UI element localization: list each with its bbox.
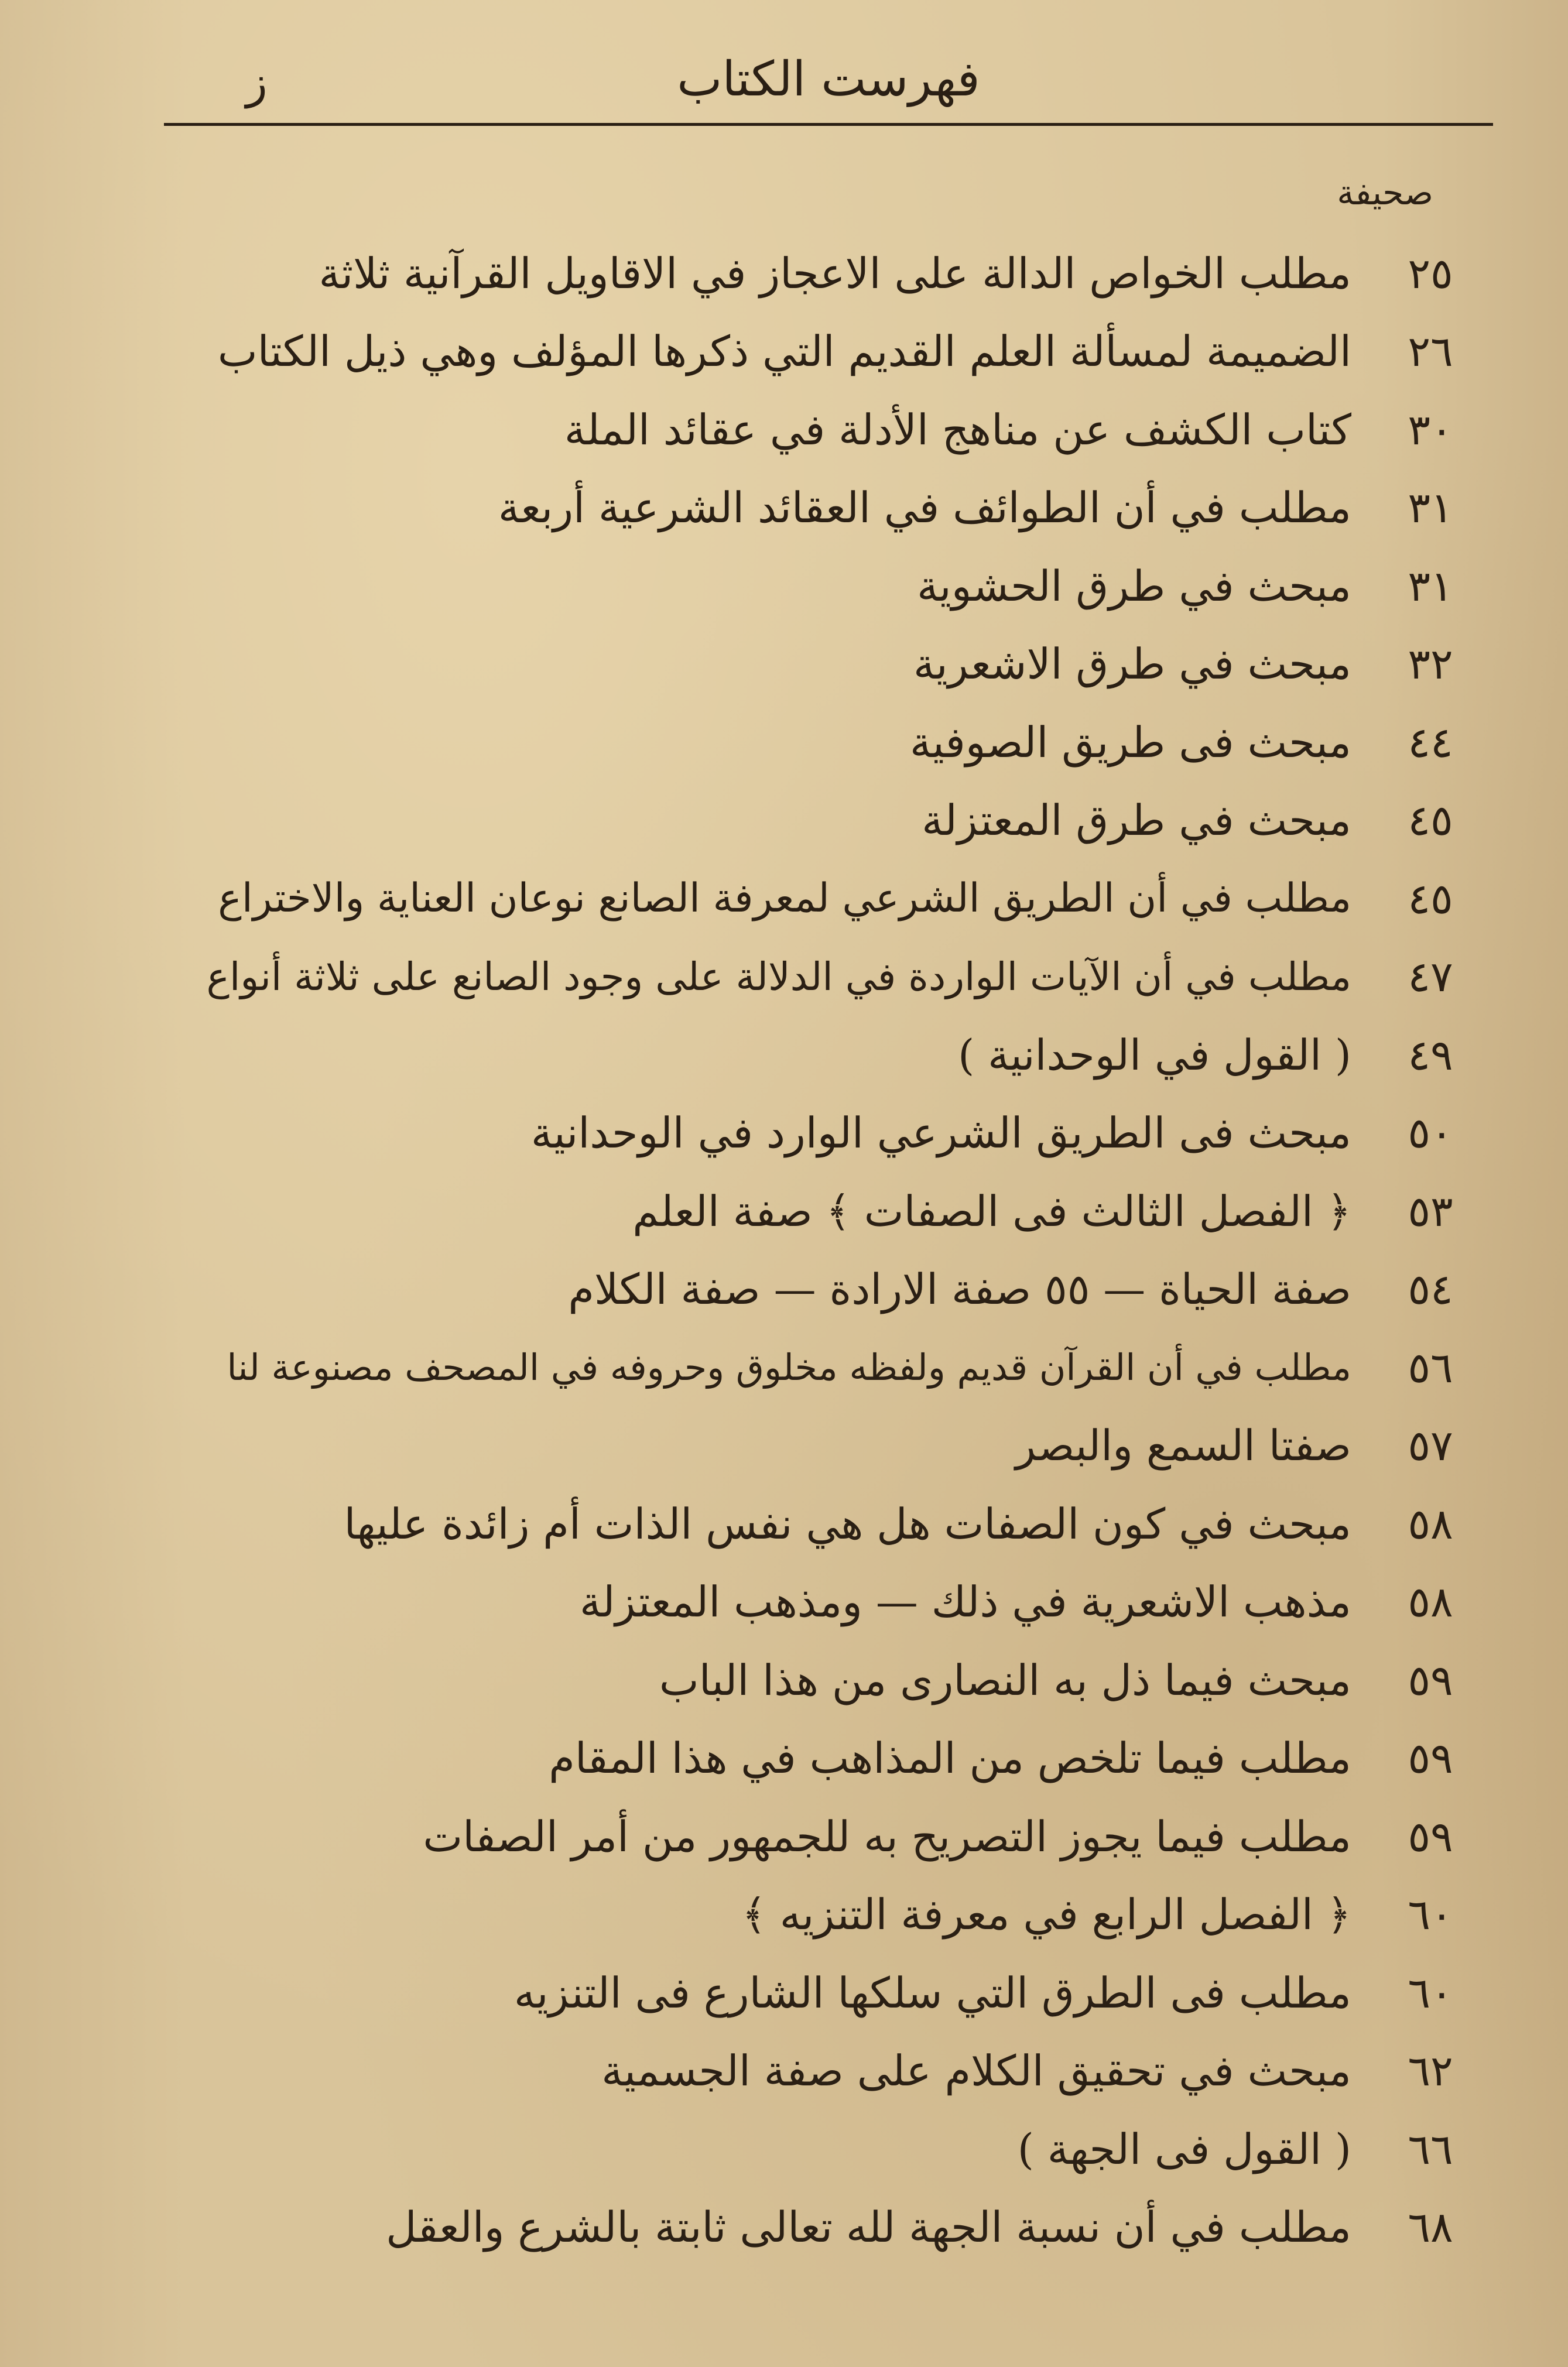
index-entry [176,1797,1480,1876]
index-entry [176,1407,1480,1485]
entry-page-number: ٣٢ [1408,639,1453,689]
entry-page-number: ٤٧ [1408,952,1453,1002]
index-entry [176,234,1480,313]
index-entries-list [176,234,1480,2266]
entry-title: مطلب فيما تلخص من المذاهب في هذا المقام [549,1734,1351,1783]
entry-title: مبحث في كون الصفات هل هي نفس الذات أم زائدة عليها [344,1499,1351,1549]
index-entry [176,1328,1480,1407]
entry-page-number: ٥٠ [1408,1108,1453,1158]
entry-title: مطلب فيما يجوز التصريح به للجمهور من أمر الصفات [423,1811,1351,1861]
entry-page-number: ٤٩ [1408,1030,1453,1080]
entry-page-number: ٥٩ [1408,1811,1453,1861]
entry-title: ﴿ الفصل الثالث فى الصفات ﴾ صفة العلم [632,1186,1351,1236]
index-entry [176,1251,1480,1329]
entry-page-number: ٣١ [1408,561,1453,611]
index-entry [176,313,1480,391]
index-entry [176,1016,1480,1094]
index-entry [176,2110,1480,2188]
entry-title: مذهب الاشعرية في ذلك — ومذهب المعتزلة [579,1577,1351,1627]
entry-page-number: ٦٨ [1408,2202,1453,2252]
entry-title: مبحث فيما ذل به النصارى من هذا الباب [659,1655,1351,1705]
entry-page-number: ٥٨ [1408,1499,1453,1549]
entry-page-number: ٦٠ [1408,1968,1453,2017]
index-entry [176,859,1480,938]
entry-page-number: ٥٩ [1408,1655,1453,1705]
entry-page-number: ٦٢ [1408,2046,1453,2096]
entry-title: كتاب الكشف عن مناهج الأدلة في عقائد الملة [564,405,1351,454]
index-entry [176,2188,1480,2267]
entry-title: مطلب في أن القرآن قديم ولفظه مخلوق وحروفه في المصحف مصنوعة لنا [227,1346,1351,1389]
index-entry [176,547,1480,625]
entry-title: مبحث في تحقيق الكلام على صفة الجسمية [601,2046,1351,2096]
entry-title: مبحث فى طريق الصوفية [910,717,1351,767]
entry-title: ( القول فى الجهة ) [1017,2124,1351,2174]
index-entry [176,1563,1480,1642]
entry-page-number: ٤٥ [1408,796,1453,845]
entry-title: ﴿ الفصل الرابع في معرفة التنزيه ﴾ [741,1890,1351,1940]
entry-page-number: ٦٠ [1408,1890,1453,1940]
index-entry [176,625,1480,704]
index-entry [176,703,1480,782]
entry-title: مطلب في أن الآيات الواردة في الدلالة على وجود الصانع على ثلاثة أنواع [206,954,1351,999]
index-entry [176,1719,1480,1798]
entry-page-number: ٥٧ [1408,1421,1453,1471]
page-header [164,32,1493,120]
header-divider [164,123,1493,126]
entry-page-number: ٦٦ [1408,2124,1453,2174]
index-entry [176,1641,1480,1719]
entry-title: مطلب الخواص الدالة على الاعجاز في الاقاويل القرآنية ثلاثة [319,248,1351,298]
entry-title: مطلب في أن الطوائف في العقائد الشرعية أربعة [498,483,1351,533]
entry-title: مبحث في طرق المعتزلة [922,796,1351,845]
entry-page-number: ٥٨ [1408,1577,1453,1627]
entry-page-number: ٢٥ [1408,248,1453,298]
entry-page-number: ٥٩ [1408,1734,1453,1783]
index-entry [176,938,1480,1016]
entry-title: مبحث فى الطريق الشرعي الوارد في الوحدانية [530,1108,1351,1158]
index-entry [176,390,1480,469]
entry-page-number: ٥٣ [1408,1186,1453,1236]
entry-title: ( القول في الوحدانية ) [958,1030,1351,1080]
page-column-label: صحيفة [1337,173,1433,213]
entry-page-number: ٤٤ [1408,717,1453,767]
index-entry [176,2032,1480,2111]
index-entry [176,1954,1480,2032]
index-entry [176,1094,1480,1173]
entry-title: مبحث في طرق الاشعرية [913,639,1351,689]
entry-page-number: ٥٤ [1408,1265,1453,1314]
index-entry [176,1485,1480,1563]
entry-title: مطلب فى الطرق التي سلكها الشارع فى التنزيه [513,1968,1351,2017]
entry-page-number: ٢٦ [1408,327,1453,376]
entry-page-number: ٣٠ [1408,405,1453,454]
entry-title: مبحث في طرق الحشوية [917,561,1351,611]
entry-title: مطلب في أن الطريق الشرعي لمعرفة الصانع نوعان العناية والاختراع [218,875,1351,922]
entry-title: مطلب في أن نسبة الجهة لله تعالى ثابتة بالشرع والعقل [386,2202,1351,2252]
entry-page-number: ٣١ [1408,483,1453,533]
entry-page-number: ٤٥ [1408,874,1453,923]
index-entry [176,1876,1480,1954]
entry-page-number: ٥٦ [1408,1342,1453,1392]
entry-title: صفتا السمع والبصر [1015,1421,1351,1471]
index-entry [176,469,1480,547]
index-entry [176,782,1480,860]
page-title: فهرست الكتاب [677,52,980,107]
entry-title: صفة الحياة — ٥٥ صفة الارادة — صفة الكلام [568,1265,1351,1314]
page-number-letter: ز [246,56,268,108]
index-entry [176,1172,1480,1251]
entry-title: الضميمة لمسألة العلم القديم التي ذكرها المؤلف وهي ذيل الكتاب [217,327,1351,376]
